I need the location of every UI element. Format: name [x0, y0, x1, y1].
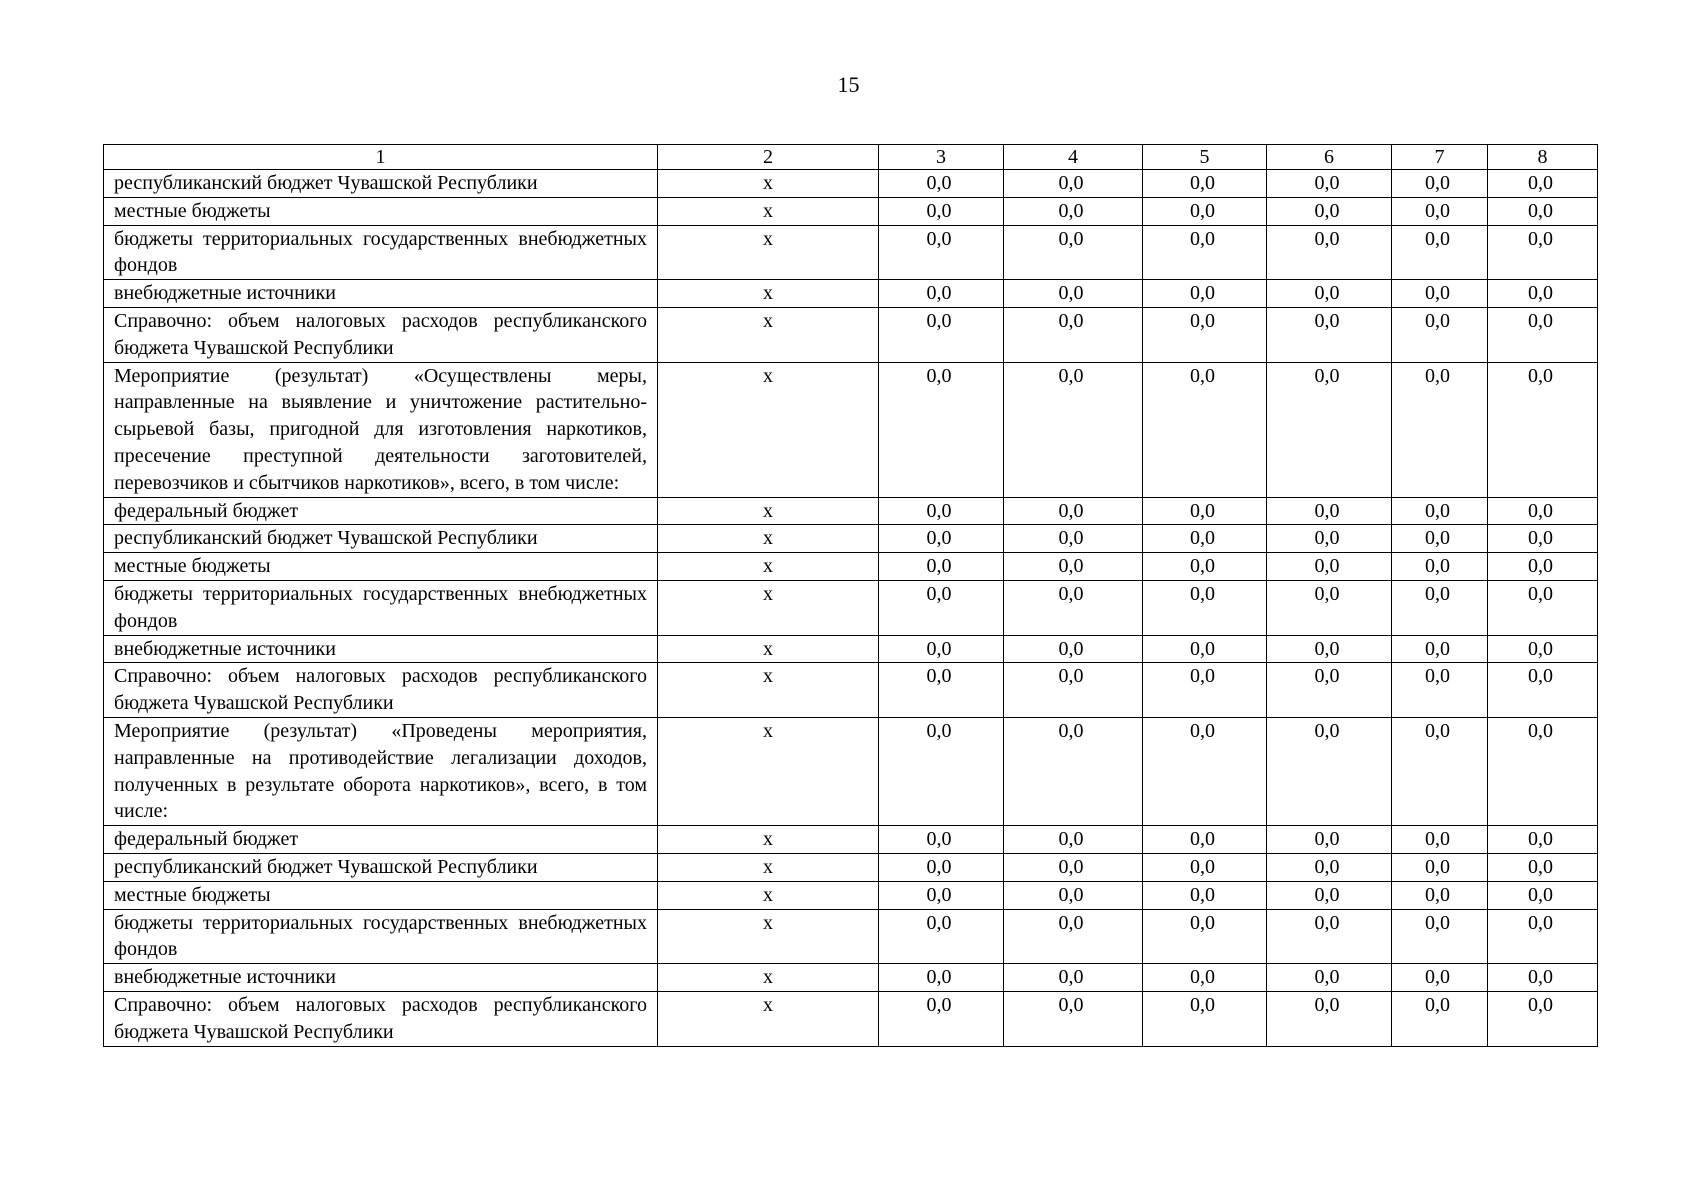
value-cell: 0,0 [1267, 225, 1392, 280]
row-marker-cell: х [658, 717, 879, 825]
table-row [104, 909, 1598, 964]
value-cell: 0,0 [879, 280, 1004, 308]
value-cell: 0,0 [1004, 853, 1143, 881]
value-cell: 0,0 [879, 964, 1004, 992]
value-cell: 0,0 [1392, 225, 1488, 280]
value-cell: 0,0 [1488, 964, 1598, 992]
value-cell: 0,0 [1392, 881, 1488, 909]
value-cell: 0,0 [879, 170, 1004, 198]
value-cell: 0,0 [1267, 826, 1392, 854]
value-cell: 0,0 [1488, 362, 1598, 497]
row-label: республиканский бюджет Чувашской Республики [104, 525, 658, 553]
value-cell: 0,0 [1392, 197, 1488, 225]
value-cell: 0,0 [1004, 197, 1143, 225]
row-marker-cell: х [658, 197, 879, 225]
value-cell: 0,0 [1488, 991, 1598, 1046]
table-row [104, 580, 1598, 635]
row-marker-cell: х [658, 280, 879, 308]
page-number: 15 [837, 72, 860, 97]
value-cell: 0,0 [879, 826, 1004, 854]
table-row [104, 964, 1598, 992]
row-label: Мероприятие (результат) «Осуществлены меры, направленные на выявление и уничтожение растительно-сырьевой базы, пригодной для изготовления наркотиков, пресечение преступной деятельности заготовителей, перевозчиков и сбытчиков наркотиков», всего, в том числе: [104, 362, 658, 497]
value-cell: 0,0 [1143, 280, 1267, 308]
value-cell: 0,0 [1392, 663, 1488, 718]
value-cell: 0,0 [879, 580, 1004, 635]
value-cell: 0,0 [1267, 553, 1392, 581]
row-label: Справочно: объем налоговых расходов республиканского бюджета Чувашской Республики [104, 991, 658, 1046]
row-label: республиканский бюджет Чувашской Республики [104, 170, 658, 198]
value-cell: 0,0 [1004, 553, 1143, 581]
value-cell: 0,0 [1392, 280, 1488, 308]
row-label: Мероприятие (результат) «Проведены мероприятия, направленные на противодействие легализации доходов, полученных в результате оборота наркотиков», всего, в том числе: [104, 717, 658, 825]
row-label: местные бюджеты [104, 553, 658, 581]
value-cell: 0,0 [1004, 170, 1143, 198]
row-marker-cell: х [658, 170, 879, 198]
value-cell: 0,0 [1488, 225, 1598, 280]
value-cell: 0,0 [1267, 909, 1392, 964]
value-cell: 0,0 [1143, 225, 1267, 280]
value-cell: 0,0 [1004, 964, 1143, 992]
value-cell: 0,0 [1267, 663, 1392, 718]
value-cell: 0,0 [1143, 991, 1267, 1046]
value-cell: 0,0 [1392, 362, 1488, 497]
value-cell: 0,0 [1143, 663, 1267, 718]
column-header: 6 [1267, 145, 1392, 170]
table-row [104, 280, 1598, 308]
value-cell: 0,0 [1392, 635, 1488, 663]
row-marker-cell: х [658, 853, 879, 881]
column-header: 1 [104, 145, 658, 170]
value-cell: 0,0 [1004, 717, 1143, 825]
value-cell: 0,0 [1267, 717, 1392, 825]
table-row [104, 991, 1598, 1046]
value-cell: 0,0 [1392, 497, 1488, 525]
value-cell: 0,0 [1392, 525, 1488, 553]
value-cell: 0,0 [879, 881, 1004, 909]
value-cell: 0,0 [1143, 580, 1267, 635]
row-label: бюджеты территориальных государственных внебюджетных фондов [104, 909, 658, 964]
value-cell: 0,0 [879, 525, 1004, 553]
row-label: Справочно: объем налоговых расходов республиканского бюджета Чувашской Республики [104, 663, 658, 718]
value-cell: 0,0 [1143, 853, 1267, 881]
value-cell: 0,0 [1143, 635, 1267, 663]
value-cell: 0,0 [1267, 964, 1392, 992]
value-cell: 0,0 [1392, 909, 1488, 964]
value-cell: 0,0 [1392, 826, 1488, 854]
table-row [104, 170, 1598, 198]
value-cell: 0,0 [1488, 580, 1598, 635]
value-cell: 0,0 [1143, 307, 1267, 362]
value-cell: 0,0 [879, 853, 1004, 881]
table-row [104, 362, 1598, 497]
value-cell: 0,0 [879, 717, 1004, 825]
value-cell: 0,0 [879, 307, 1004, 362]
row-marker-cell: х [658, 553, 879, 581]
value-cell: 0,0 [879, 362, 1004, 497]
value-cell: 0,0 [1004, 497, 1143, 525]
table-row [104, 663, 1598, 718]
value-cell: 0,0 [1488, 663, 1598, 718]
value-cell: 0,0 [879, 225, 1004, 280]
row-label: внебюджетные источники [104, 280, 658, 308]
value-cell: 0,0 [1488, 826, 1598, 854]
table-row [104, 525, 1598, 553]
row-marker-cell: х [658, 307, 879, 362]
column-header: 2 [658, 145, 879, 170]
value-cell: 0,0 [1004, 225, 1143, 280]
value-cell: 0,0 [1392, 553, 1488, 581]
value-cell: 0,0 [1004, 580, 1143, 635]
value-cell: 0,0 [1004, 635, 1143, 663]
row-label: федеральный бюджет [104, 497, 658, 525]
value-cell: 0,0 [1004, 280, 1143, 308]
value-cell: 0,0 [1143, 525, 1267, 553]
table-header-row [104, 145, 1598, 170]
value-cell: 0,0 [1488, 717, 1598, 825]
value-cell: 0,0 [1267, 580, 1392, 635]
column-header: 4 [1004, 145, 1143, 170]
column-header: 7 [1392, 145, 1488, 170]
row-label: внебюджетные источники [104, 635, 658, 663]
value-cell: 0,0 [1392, 964, 1488, 992]
value-cell: 0,0 [1392, 991, 1488, 1046]
value-cell: 0,0 [1143, 197, 1267, 225]
row-label: федеральный бюджет [104, 826, 658, 854]
row-label: бюджеты территориальных государственных внебюджетных фондов [104, 580, 658, 635]
value-cell: 0,0 [1004, 525, 1143, 553]
value-cell: 0,0 [1143, 553, 1267, 581]
value-cell: 0,0 [1143, 497, 1267, 525]
row-label: внебюджетные источники [104, 964, 658, 992]
row-label: местные бюджеты [104, 881, 658, 909]
table-row [104, 553, 1598, 581]
value-cell: 0,0 [1267, 635, 1392, 663]
table-body [104, 145, 1598, 1047]
row-label: местные бюджеты [104, 197, 658, 225]
value-cell: 0,0 [1267, 991, 1392, 1046]
value-cell: 0,0 [1392, 853, 1488, 881]
row-marker-cell: х [658, 663, 879, 718]
value-cell: 0,0 [1143, 362, 1267, 497]
value-cell: 0,0 [1267, 525, 1392, 553]
row-label: бюджеты территориальных государственных внебюджетных фондов [104, 225, 658, 280]
value-cell: 0,0 [879, 663, 1004, 718]
table-row [104, 881, 1598, 909]
value-cell: 0,0 [1267, 881, 1392, 909]
value-cell: 0,0 [1143, 717, 1267, 825]
value-cell: 0,0 [1488, 909, 1598, 964]
row-marker-cell: х [658, 909, 879, 964]
value-cell: 0,0 [1392, 717, 1488, 825]
value-cell: 0,0 [1488, 881, 1598, 909]
column-header: 8 [1488, 145, 1598, 170]
value-cell: 0,0 [1488, 853, 1598, 881]
value-cell: 0,0 [1143, 170, 1267, 198]
row-marker-cell: х [658, 225, 879, 280]
value-cell: 0,0 [1004, 991, 1143, 1046]
value-cell: 0,0 [879, 991, 1004, 1046]
column-header: 5 [1143, 145, 1267, 170]
row-marker-cell: х [658, 497, 879, 525]
value-cell: 0,0 [1143, 826, 1267, 854]
value-cell: 0,0 [1488, 525, 1598, 553]
table-row [104, 826, 1598, 854]
row-marker-cell: х [658, 964, 879, 992]
table-row [104, 225, 1598, 280]
value-cell: 0,0 [1267, 853, 1392, 881]
value-cell: 0,0 [879, 909, 1004, 964]
row-marker-cell: х [658, 525, 879, 553]
budget-table [103, 144, 1598, 1047]
value-cell: 0,0 [1488, 307, 1598, 362]
value-cell: 0,0 [879, 635, 1004, 663]
value-cell: 0,0 [1488, 553, 1598, 581]
value-cell: 0,0 [1488, 635, 1598, 663]
value-cell: 0,0 [1004, 663, 1143, 718]
row-marker-cell: х [658, 580, 879, 635]
value-cell: 0,0 [1392, 580, 1488, 635]
value-cell: 0,0 [1004, 307, 1143, 362]
table-row [104, 853, 1598, 881]
value-cell: 0,0 [879, 197, 1004, 225]
value-cell: 0,0 [1004, 881, 1143, 909]
table-row [104, 197, 1598, 225]
value-cell: 0,0 [1267, 280, 1392, 308]
value-cell: 0,0 [1392, 307, 1488, 362]
table-row [104, 307, 1598, 362]
value-cell: 0,0 [879, 553, 1004, 581]
value-cell: 0,0 [1004, 362, 1143, 497]
value-cell: 0,0 [1392, 170, 1488, 198]
value-cell: 0,0 [1143, 881, 1267, 909]
row-marker-cell: х [658, 635, 879, 663]
table-row [104, 717, 1598, 825]
row-marker-cell: х [658, 362, 879, 497]
value-cell: 0,0 [1267, 307, 1392, 362]
value-cell: 0,0 [1004, 909, 1143, 964]
value-cell: 0,0 [879, 497, 1004, 525]
row-marker-cell: х [658, 991, 879, 1046]
value-cell: 0,0 [1004, 826, 1143, 854]
value-cell: 0,0 [1488, 170, 1598, 198]
value-cell: 0,0 [1267, 197, 1392, 225]
row-label: Справочно: объем налоговых расходов республиканского бюджета Чувашской Республики [104, 307, 658, 362]
column-header: 3 [879, 145, 1004, 170]
row-label: республиканский бюджет Чувашской Республики [104, 853, 658, 881]
value-cell: 0,0 [1488, 280, 1598, 308]
value-cell: 0,0 [1143, 909, 1267, 964]
value-cell: 0,0 [1267, 497, 1392, 525]
table-row [104, 497, 1598, 525]
value-cell: 0,0 [1143, 964, 1267, 992]
value-cell: 0,0 [1267, 362, 1392, 497]
value-cell: 0,0 [1488, 197, 1598, 225]
row-marker-cell: х [658, 881, 879, 909]
table-row [104, 635, 1598, 663]
value-cell: 0,0 [1267, 170, 1392, 198]
value-cell: 0,0 [1488, 497, 1598, 525]
row-marker-cell: х [658, 826, 879, 854]
